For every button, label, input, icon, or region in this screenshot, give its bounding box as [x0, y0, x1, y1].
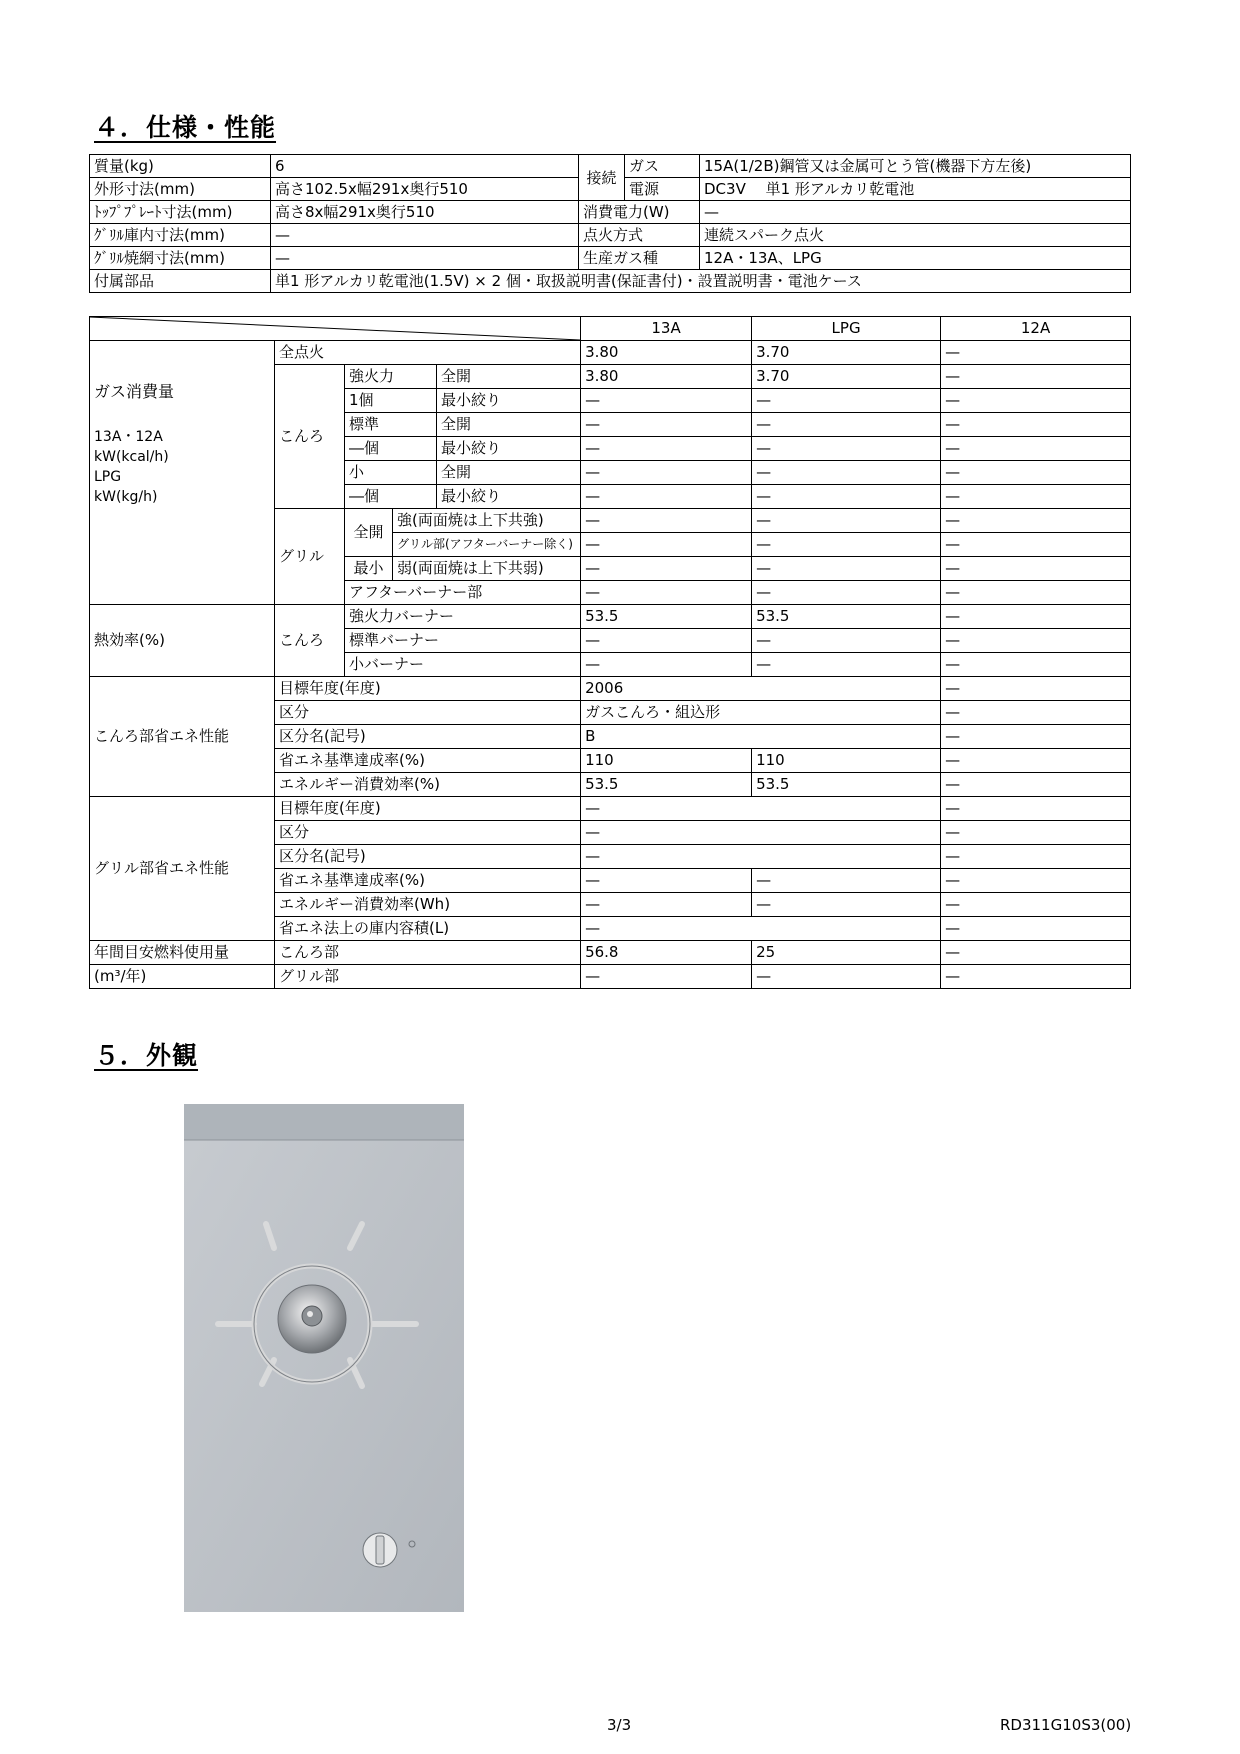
konro-category-value: ガスこんろ・組込形	[581, 701, 941, 725]
standard-min-12a: —	[941, 437, 1131, 461]
grill-efficiency-13a: —	[581, 893, 752, 917]
small-full-13a: —	[581, 461, 752, 485]
gas-group-title: ガス消費量	[94, 381, 175, 401]
konro-efficiency-label: エネルギー消費効率(%)	[275, 773, 581, 797]
konro-efficiency-12a: —	[941, 773, 1131, 797]
diagonal-header-cell	[90, 317, 581, 341]
konro-label: こんろ	[275, 365, 345, 509]
small-label: 小	[345, 461, 437, 485]
grill-capacity-value: —	[581, 917, 941, 941]
grill-weak-13a: —	[581, 557, 752, 581]
power-label: 電源	[625, 178, 700, 201]
konro-achievement-13a: 110	[581, 749, 752, 773]
thermal-small-12a: —	[941, 653, 1131, 677]
konro-achievement-label: 省エネ基準達成率(%)	[275, 749, 581, 773]
strong-min-12a: —	[941, 389, 1131, 413]
performance-table	[89, 316, 1131, 989]
thermal-standard-13a: —	[581, 629, 752, 653]
grill-category-value: —	[581, 821, 941, 845]
col-lpg: LPG	[752, 317, 941, 341]
standard-full-lpg: —	[752, 413, 941, 437]
strong-unit-label: 1個	[345, 389, 437, 413]
strong-full-lpg: 3.70	[752, 365, 941, 389]
small-min-12a: —	[941, 485, 1131, 509]
grill-category-name-12a: —	[941, 845, 1131, 869]
thermal-standard-lpg: —	[752, 629, 941, 653]
thermal-konro-label: こんろ	[275, 605, 345, 677]
strong-min-13a: —	[581, 389, 752, 413]
top-plate-value: 高さ8x幅291x奥行510	[271, 201, 579, 224]
grill-inner-value: —	[271, 224, 579, 247]
annual-unit: (m³/年)	[90, 965, 275, 989]
grill-part-lpg: —	[752, 533, 941, 557]
standard-min-lpg: —	[752, 437, 941, 461]
standard-full-label: 全開	[437, 413, 581, 437]
gas-group-unit4: kW(kg/h)	[94, 488, 158, 505]
standard-full-12a: —	[941, 413, 1131, 437]
grill-target-year-12a: —	[941, 797, 1131, 821]
grill-strong-lpg: —	[752, 509, 941, 533]
col-13a: 13A	[581, 317, 752, 341]
afterburner-label: アフターバーナー部	[345, 581, 581, 605]
konro-category-name-label: 区分名(記号)	[275, 725, 581, 749]
grill-achievement-label: 省エネ基準達成率(%)	[275, 869, 581, 893]
konro-target-year-12a: —	[941, 677, 1131, 701]
gas-consumption-group	[90, 341, 275, 605]
small-burner-label: 小バーナー	[345, 653, 581, 677]
grill-category-label: 区分	[275, 821, 581, 845]
grill-category-12a: —	[941, 821, 1131, 845]
grill-efficiency-12a: —	[941, 893, 1131, 917]
grill-capacity-label: 省エネ法上の庫内容積(L)	[275, 917, 581, 941]
small-full-label: 全開	[437, 461, 581, 485]
consumption-value: —	[700, 201, 1131, 224]
konro-achievement-lpg: 110	[752, 749, 941, 773]
grill-category-name-value: —	[581, 845, 941, 869]
gas-group-unit2: kW(kcal/h)	[94, 448, 169, 465]
appliance-image	[184, 1104, 464, 1612]
grill-weak-lpg: —	[752, 557, 941, 581]
thermal-standard-12a: —	[941, 629, 1131, 653]
gas-value: 15A(1/2B)鋼管又は金属可とう管(機器下方左後)	[700, 155, 1131, 178]
standard-min-13a: —	[581, 437, 752, 461]
grill-target-year-label: 目標年度(年度)	[275, 797, 581, 821]
ignition-value: 連続スパーク点火	[700, 224, 1131, 247]
grill-min-label: 最小	[345, 557, 393, 581]
gas-type-value: 12A・13A、LPG	[700, 247, 1131, 270]
konro-efficiency-13a: 53.5	[581, 773, 752, 797]
outer-dim-value: 高さ102.5x幅291x奥行510	[271, 178, 579, 201]
section-4-heading: ４．仕様・性能	[94, 113, 277, 142]
grill-achievement-13a: —	[581, 869, 752, 893]
ignition-label: 点火方式	[579, 224, 700, 247]
gas-group-unit1: 13A・12A	[94, 428, 163, 445]
all-burners-label: 全点火	[275, 341, 581, 365]
gas-group-unit3: LPG	[94, 468, 122, 485]
small-full-lpg: —	[752, 461, 941, 485]
outer-dim-label: 外形寸法(mm)	[90, 178, 271, 201]
small-min-label: 最小絞り	[437, 485, 581, 509]
konro-category-label: 区分	[275, 701, 581, 725]
top-plate-label: ﾄｯﾌﾟﾌﾟﾚｰﾄ寸法(mm)	[90, 201, 271, 224]
konro-category-12a: —	[941, 701, 1131, 725]
grill-weak-label: 弱(両面焼は上下共弱)	[393, 557, 581, 581]
thermal-strong-13a: 53.5	[581, 605, 752, 629]
grill-achievement-12a: —	[941, 869, 1131, 893]
strong-full-13a: 3.80	[581, 365, 752, 389]
annual-grill-lpg: —	[752, 965, 941, 989]
afterburner-lpg: —	[752, 581, 941, 605]
annual-grill-12a: —	[941, 965, 1131, 989]
accessories-label: 付属部品	[90, 270, 271, 293]
grill-strong-13a: —	[581, 509, 752, 533]
strong-min-label: 最小絞り	[437, 389, 581, 413]
all-12a: —	[941, 341, 1131, 365]
grill-energy-title: グリル部省エネ性能	[90, 797, 275, 941]
konro-category-name-value: B	[581, 725, 941, 749]
konro-category-name-12a: —	[941, 725, 1131, 749]
standard-label: 標準	[345, 413, 437, 437]
standard-burner-label: 標準バーナー	[345, 629, 581, 653]
consumption-label: 消費電力(W)	[579, 201, 700, 224]
small-min-lpg: —	[752, 485, 941, 509]
grill-efficiency-label: エネルギー消費効率(Wh)	[275, 893, 581, 917]
document-code: RD311G10S3(00)	[1000, 1716, 1132, 1734]
konro-achievement-12a: —	[941, 749, 1131, 773]
annual-grill-13a: —	[581, 965, 752, 989]
thermal-small-lpg: —	[752, 653, 941, 677]
grill-weak-12a: —	[941, 557, 1131, 581]
annual-konro-lpg: 25	[752, 941, 941, 965]
strong-min-lpg: —	[752, 389, 941, 413]
annual-title: 年間目安燃料使用量	[90, 941, 275, 965]
page-number: 3/3	[607, 1716, 632, 1734]
thermal-small-13a: —	[581, 653, 752, 677]
connection-label: 接続	[579, 155, 625, 201]
standard-min-label: 最小絞り	[437, 437, 581, 461]
grill-part-13a: —	[581, 533, 752, 557]
grill-part-label: グリル部(アフターバーナー除く)	[393, 533, 581, 557]
konro-target-year-label: 目標年度(年度)	[275, 677, 581, 701]
konro-energy-title: こんろ部省エネ性能	[90, 677, 275, 797]
gas-type-label: 生産ガス種	[579, 247, 700, 270]
grill-inner-label: ｸﾞﾘﾙ庫内寸法(mm)	[90, 224, 271, 247]
mass-value: 6	[271, 155, 579, 178]
grill-category-name-label: 区分名(記号)	[275, 845, 581, 869]
annual-konro-12a: —	[941, 941, 1131, 965]
grill-part-12a: —	[941, 533, 1131, 557]
standard-unit-label: ―個	[345, 437, 437, 461]
grill-strong-label: 強(両面焼は上下共強)	[393, 509, 581, 533]
small-full-12a: —	[941, 461, 1131, 485]
small-unit-label: ―個	[345, 485, 437, 509]
gas-label: ガス	[625, 155, 700, 178]
col-12a: 12A	[941, 317, 1131, 341]
strong-burner-label: 強火力バーナー	[345, 605, 581, 629]
grill-net-value: —	[271, 247, 579, 270]
mass-label: 質量(kg)	[90, 155, 271, 178]
annual-grill-label: グリル部	[275, 965, 581, 989]
spec-table	[89, 154, 1131, 293]
afterburner-12a: —	[941, 581, 1131, 605]
grill-label: グリル	[275, 509, 345, 605]
section-5-heading: ５．外観	[94, 1041, 199, 1070]
power-value: DC3V 単1 形アルカリ乾電池	[700, 178, 1131, 201]
accessories-value: 単1 形アルカリ乾電池(1.5V) × 2 個・取扱説明書(保証書付)・設置説明書・電池ケース	[271, 270, 1131, 293]
strong-label: 強火力	[345, 365, 437, 389]
grill-strong-12a: —	[941, 509, 1131, 533]
grill-efficiency-lpg: —	[752, 893, 941, 917]
standard-full-13a: —	[581, 413, 752, 437]
konro-target-year-value: 2006	[581, 677, 941, 701]
grill-capacity-12a: —	[941, 917, 1131, 941]
annual-konro-label: こんろ部	[275, 941, 581, 965]
grill-net-label: ｸﾞﾘﾙ焼網寸法(mm)	[90, 247, 271, 270]
thermal-title: 熱効率(%)	[90, 605, 275, 677]
strong-full-label: 全開	[437, 365, 581, 389]
grill-target-year-value: —	[581, 797, 941, 821]
afterburner-13a: —	[581, 581, 752, 605]
grill-achievement-lpg: —	[752, 869, 941, 893]
annual-konro-13a: 56.8	[581, 941, 752, 965]
strong-full-12a: —	[941, 365, 1131, 389]
konro-efficiency-lpg: 53.5	[752, 773, 941, 797]
thermal-strong-12a: —	[941, 605, 1131, 629]
small-min-13a: —	[581, 485, 752, 509]
all-13a: 3.80	[581, 341, 752, 365]
thermal-strong-lpg: 53.5	[752, 605, 941, 629]
all-lpg: 3.70	[752, 341, 941, 365]
grill-full-label: 全開	[345, 509, 393, 557]
